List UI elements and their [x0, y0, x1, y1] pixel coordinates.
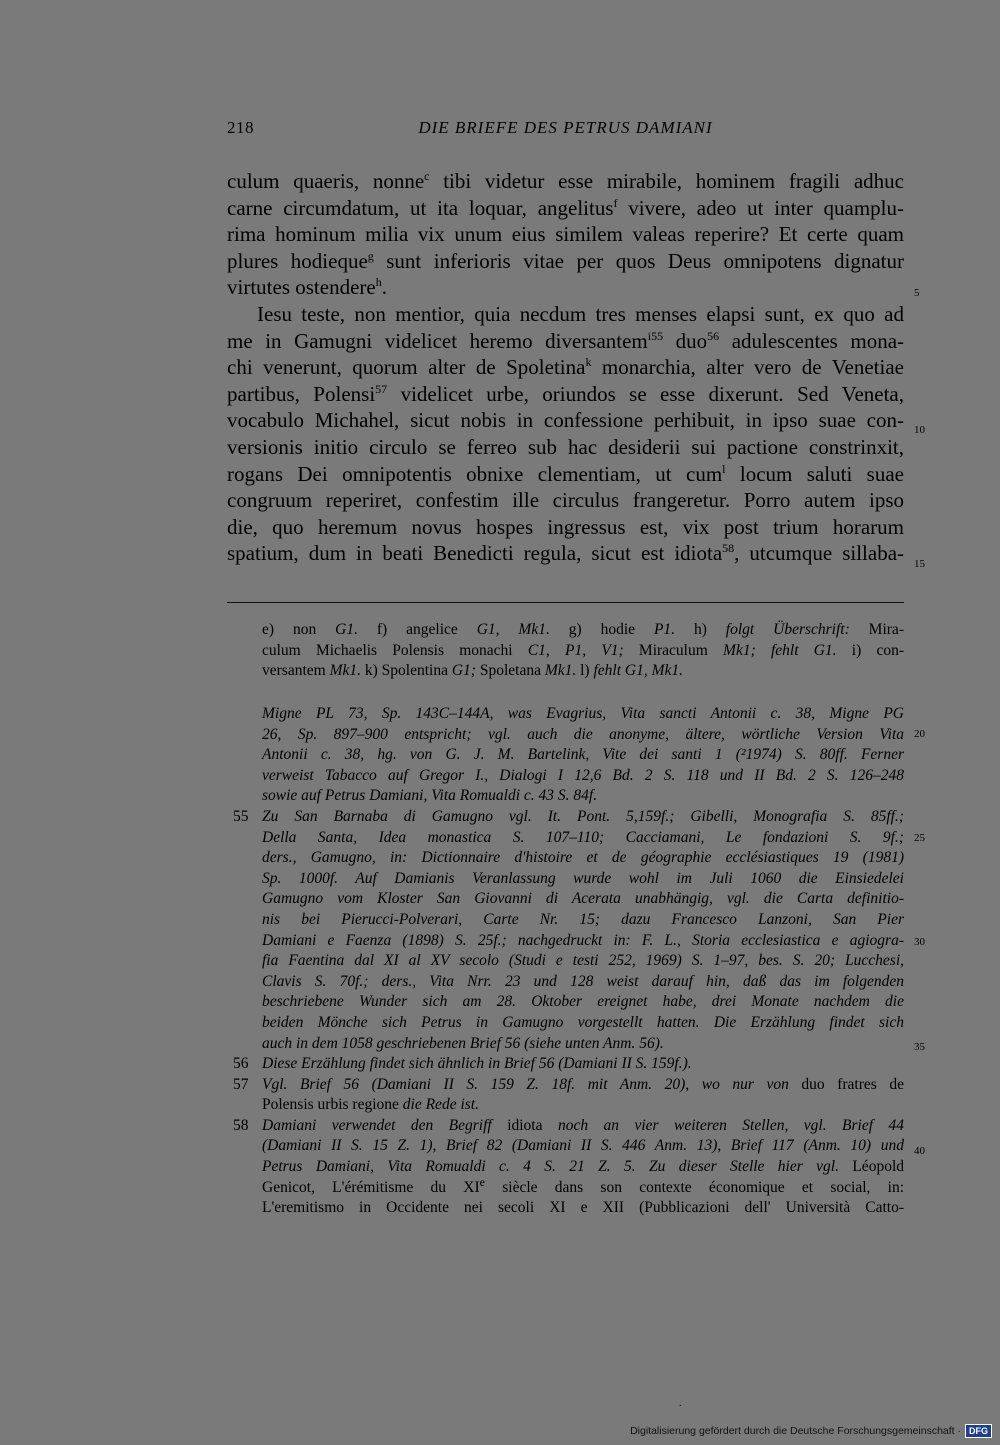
text-run: locum saluti suae: [725, 461, 904, 486]
footnote-line: ders., Gamugno, in: Dictionnaire d'histoire et de géographie ecclésiastiques 19 (1981): [262, 849, 904, 867]
text-line: [227, 540, 904, 567]
running-header: [227, 118, 904, 142]
footer-credit: [630, 1423, 992, 1439]
footnote-marker: i55: [647, 328, 664, 343]
text-run: .: [381, 275, 387, 300]
text-run: rima hominum milia vix unum eius similem valeas reperire? Et certe quam: [227, 222, 904, 247]
page-number: 218: [227, 118, 254, 137]
text-run: Iesu teste, non mentior, quia necdum tres menses elapsi sunt, ex quo ad: [257, 301, 904, 326]
footnote-marker: 58: [722, 541, 735, 556]
line-number: 35: [914, 1041, 925, 1053]
text-run: videlicet urbe, oriundos se esse dixerunt. Sed Veneta,: [387, 381, 904, 406]
footnote-57: 57 Vgl. Brief 56 (Damiani II S. 159 Z. 18f. mit Anm. 20), wo nur von duo fratres de: [233, 1075, 905, 1093]
line-number: 25: [914, 832, 925, 844]
text-line: [227, 195, 904, 222]
footer-text: Digitalisierung gefördert durch die Deutsche Forschungsgemeinschaft ·: [630, 1425, 961, 1437]
footnote-line: Sp. 1000f. Auf Damianis Veranlassung wurde wohl im Juli 1060 die Einsiedelei: [262, 869, 904, 887]
footnote-marker: l: [722, 461, 726, 476]
text-run: die, quo heremum novus hospes ingressus est, vix post trium horarum: [227, 514, 904, 539]
footnote-line: Migne PL 73, Sp. 143C–144A, was Evagrius, Vita sancti Antonii c. 38, Migne PG: [262, 705, 904, 722]
footnote-line: Genicot, L'érémitisme du XIe siècle dans son contexte économique et social, in:: [262, 1174, 904, 1196]
text-line: [227, 274, 904, 301]
text-line: [227, 328, 904, 355]
line-number: 40: [914, 1145, 925, 1157]
footnote-line: Polensis urbis regione die Rede ist.: [262, 1096, 479, 1114]
text-run: duo: [663, 328, 708, 353]
text-run: virtutes ostendere: [227, 275, 376, 300]
footnote-line: Petrus Damiani, Vita Romualdi c. 4 S. 21 Z. 5. Zu dieser Stelle hier vgl. Léopold: [262, 1158, 904, 1176]
text-line: [227, 381, 904, 408]
footnote-line: sowie auf Petrus Damiani, Vita Romualdi c. 43 S. 84f.: [262, 787, 598, 805]
text-line: [227, 168, 904, 195]
footnotes: [227, 704, 904, 1219]
footnote-line: beschriebene Wunder sich am 28. Oktober ereignet habe, drei Monate nachdem die: [262, 993, 904, 1011]
text-run: , utcumque sillaba-: [734, 541, 905, 566]
footnote-line: Gamugno vom Kloster San Giovanni di Acerata unabhängig, vgl. die Carta definitio-: [262, 890, 904, 908]
text-line: [227, 248, 904, 275]
footnote-marker: 56: [707, 328, 720, 343]
footnote-55: 55 Zu San Barnaba di Gamugno vgl. It. Pont. 5,159f.; Gibelli, Monografia S. 85ff.;: [233, 807, 904, 825]
text-run: vocabulo Michahel, sicut nobis in confessione perhibuit, in ipso suae con-: [227, 408, 904, 433]
text-line: [227, 487, 904, 514]
line-number: 5: [914, 287, 920, 299]
text-line: [227, 514, 904, 541]
line-number: 15: [914, 558, 925, 570]
text-run: adulescentes mona-: [719, 328, 905, 353]
text-run: versionis initio circulo se ferreo sub hac desiderii sui pactione constrinxit,: [227, 434, 904, 459]
footnote-line: beiden Mönche sich Petrus in Gamugno vorgestellt hatten. Die Erzählung findet sich: [262, 1013, 904, 1031]
text-run: plures hodieque: [227, 248, 368, 273]
footnote-marker: h: [375, 275, 382, 290]
line-number: 30: [914, 936, 925, 948]
footnote-line: auch in dem 1058 geschriebenen Brief 56 (siehe unten Anm. 56).: [262, 1034, 664, 1052]
text-line: [227, 221, 904, 248]
footnote-line: Clavis S. 70f.; ders., Vita Nrr. 23 und 128 weist darauf hin, daß das im folgenden: [262, 972, 904, 990]
footnote-line: (Damiani II S. 15 Z. 1), Brief 82 (Damiani II S. 446 Anm. 13), Brief 117 (Anm. 10) und: [262, 1137, 904, 1155]
footnote-line: Damiani e Faenza (1898) S. 25f.; nachgedruckt in: F. L., Storia ecclesiastica e agiogra-: [262, 931, 904, 949]
text-run: me in Gamugni videlicet heremo diversantem: [227, 328, 648, 353]
page-mark: .: [679, 1398, 682, 1409]
text-line: [227, 407, 904, 434]
text-line: [227, 434, 904, 461]
text-run: partibus, Polensi: [227, 381, 376, 406]
running-title: DIE BRIEFE DES PETRUS DAMIANI: [418, 118, 713, 137]
apparatus-line: versantem Mk1. k) Spolentina G1; Spoletana Mk1. l) fehlt G1, Mk1.: [262, 662, 684, 680]
text-line: [227, 461, 904, 488]
text-run: vivere, adeo ut inter quamplu-: [617, 195, 904, 220]
footnote-line: L'eremitismo in Occidente nei secoli XI e XII (Pubblicazioni dell' Università Catto-: [262, 1199, 904, 1217]
footnote-marker: 57: [375, 381, 388, 396]
apparatus-line: e) non G1. f) angelice G1, Mk1. g) hodie P1. h) folgt Überschrift: Mira-: [262, 621, 904, 638]
text-run: carne circumdatum, ut ita loquar, angelitus: [227, 195, 614, 220]
footnote-line: fia Faentina dal XI al XV secolo (Studi e testi 252, 1969) S. 1–97, bes. S. 20; Lucchesi,: [262, 952, 904, 970]
text-run: sunt inferioris vitae per quos Deus omnipotens dignatur: [373, 248, 905, 273]
footnote-marker: k: [585, 355, 592, 370]
footnote-58: 58 Damiani verwendet den Begriff idiota noch an vier weiteren Stellen, vgl. Brief 44: [233, 1116, 904, 1134]
footnote-line: nis bei Pierucci-Polverari, Carte Nr. 15; dazu Francesco Lanzoni, San Pier: [262, 910, 904, 928]
main-text: [227, 168, 904, 567]
footnote-line: Antonii c. 38, hg. von G. J. M. Bartelink, Vite dei santi 1 (²1974) S. 80ff. Ferner: [262, 746, 904, 764]
critical-apparatus: [262, 620, 904, 682]
footnote-line: verweist Tabacco auf Gregor I., Dialogi I 12,6 Bd. 2 S. 118 und II Bd. 2 S. 126–248: [262, 766, 904, 784]
text-line: [227, 354, 904, 381]
text-run: congruum reperiret, confestim ille circulus frangeretur. Porro autem ipso: [227, 488, 904, 513]
footnote-56: 56 Diese Erzählung findet sich ähnlich in Brief 56 (Damiani II S. 159f.).: [233, 1055, 692, 1073]
text-run: spatium, dum in beati Benedicti regula, sicut est idiota: [227, 541, 723, 566]
dfg-logo: DFG: [965, 1424, 992, 1438]
text-run: culum quaeris, nonne: [227, 169, 425, 193]
line-number: 20: [914, 728, 925, 740]
apparatus-line: culum Michaelis Polensis monachi C1, P1, V1; Miraculum Mk1; fehlt G1. i) con-: [262, 641, 905, 659]
line-number: 10: [914, 424, 925, 436]
text-run: monarchia, alter vero de Venetiae: [591, 355, 904, 380]
footnote-marker: g: [367, 248, 374, 263]
text-run: tibi videtur esse mirabile, hominem fragili adhuc: [429, 169, 904, 193]
footnote-rule: [227, 602, 904, 603]
footnote-marker: f: [613, 195, 618, 210]
text-run: rogans Dei omnipotentis obnixe clementiam, ut cum: [227, 461, 723, 486]
footnote-line: Della Santa, Idea monastica S. 107–110; Cacciamani, Le fondazioni S. 9f.;: [262, 828, 904, 846]
footnote-marker: c: [424, 169, 430, 183]
text-run: chi venerunt, quorum alter de Spoletina: [227, 355, 586, 380]
footnote-line: 26, Sp. 897–900 entspricht; vgl. auch die anonyme, ältere, wörtliche Version Vita: [262, 725, 904, 743]
text-line: [227, 301, 904, 328]
